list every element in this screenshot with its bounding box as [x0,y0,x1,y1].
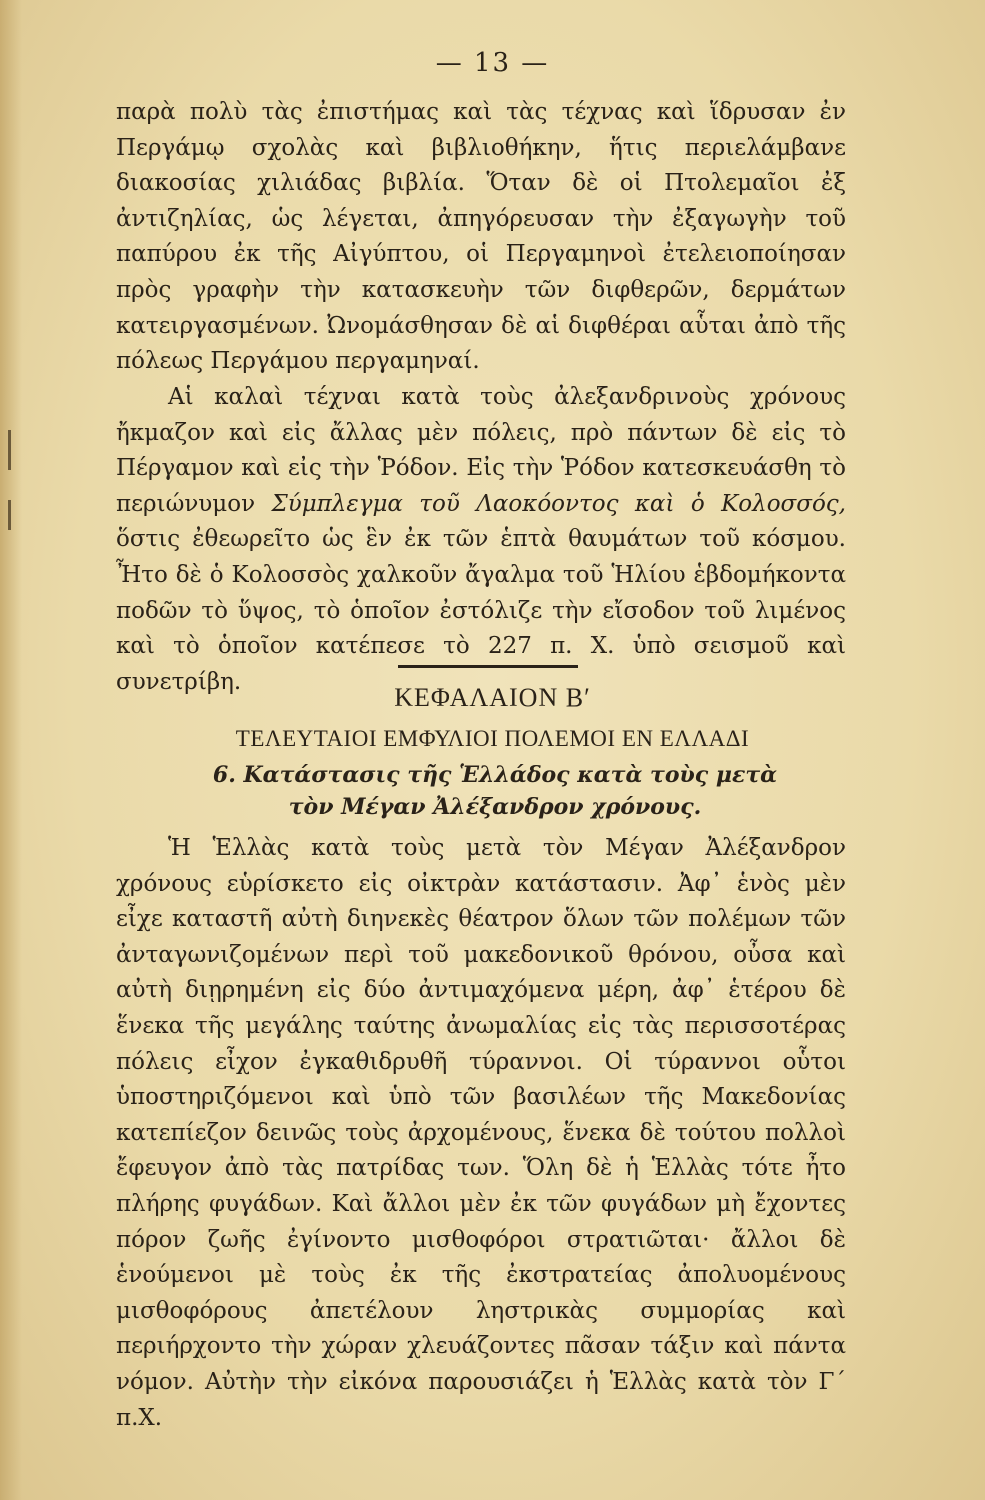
italic-phrase: Σύμπλεγμα τοῦ Λαοκόοντος καὶ ὁ Κολοσσός, [271,490,846,517]
page-number: — 13 — [435,48,550,78]
section-heading-line: τὸν Μέγαν Ἀλέξανδρον χρόνους. [288,794,702,820]
section-heading [150,759,840,823]
chapter-title: ΚΕΦΑΛΑΙΟΝ Β′ [394,683,591,712]
paragraph-text: παρὰ πολὺ τὰς ἐπιστήμας καὶ τὰς τέχνας καὶ ἵδρυσαν ἐν Περγάμῳ σχολὰς καὶ βιβλιοθήκην, ἥτις περιελάμβανε διακοσίας χιλιάδας βιβλία. Ὅταν δὲ οἱ Πτολεμαῖοι ἐξ ἀντιζηλίας, ὡς λέγεται, ἀπηγόρευσαν τὴν ἐξαγωγὴν τοῦ παπύρου ἐκ τῆς Αἰγύπτου, οἱ Περγαμηνοὶ ἐτελειοποίησαν πρὸς γραφὴν τὴν κατασκευὴν τῶν διφθερῶν, δερμάτων κατειργασμένων. Ὠνομάσθησαν δὲ αἱ διφθέραι αὗται ἀπὸ τῆς πόλεως Περγάμου περγαμηναί. [116,99,846,375]
section-heading-line: 6. Κατάστασις τῆς Ἑλλάδος κατὰ τοὺς μετὰ [212,762,778,788]
margin-mark [8,430,11,470]
section-divider [398,665,578,668]
margin-mark [8,500,11,530]
paragraph-pergamon [116,95,846,380]
paragraph-greece-state [116,831,846,1436]
chapter-subtitle: ΤΕΛΕΥΤΑΙΟΙ ΕΜΦΥΛΙΟΙ ΠΟΛΕΜΟΙ ΕΝ ΕΛΛΑΔΙ [235,726,750,751]
paragraph-text: ὅστις ἐθεωρεῖτο ὡς ἓν ἐκ τῶν ἑπτὰ θαυμάτων τοῦ κόσμου. Ἦτο δὲ ὁ Κολοσσὸς χαλκοῦν ἄγαλμα τοῦ Ἡλίου ἑβδομήκοντα ποδῶν τὸ ὕψος, τὸ ὁποῖον ἐστόλιζε τὴν εἴσοδον τοῦ λιμένος καὶ τὸ ὁποῖον κατέπεσε τὸ 227 π. Χ. ὑπὸ σεισμοῦ καὶ συνετρίβη. [116,526,846,695]
paragraph-arts [116,380,846,700]
paragraph-text: Αἱ καλαὶ τέχναι κατὰ τοὺς ἀλεξανδρινοὺς χρόνους ἤκμαζον καὶ εἰς ἄλλας μὲν πόλεις, πρὸ πάντων δὲ εἰς τὸ Πέργαμον καὶ εἰς τὴν Ῥόδον. Εἰς τὴν Ῥόδον κατεσκευάσθη τὸ περιώνυμον [116,384,846,517]
paragraph-text: Ἡ Ἑλλὰς κατὰ τοὺς μετὰ τὸν Μέγαν Ἀλέξανδρον χρόνους εὑρίσκετο εἰς οἰκτρὰν κατάστασιν. Ἀφ᾽ ἑνὸς μὲν εἶχε καταστῆ αὐτὴ διηνεκὲς θέατρον ὅλων τῶν πολέμων τῶν ἀνταγωνιζομένων περὶ τοῦ μακεδονικοῦ θρόνου, οὖσα καὶ αὐτὴ διῃρημένη εἰς δύο ἀντιμαχόμενα μέρη, ἀφ᾽ ἑτέρου δὲ ἕνεκα τῆς μεγάλης ταύτης ἀνωμαλίας εἰς τὰς περισσοτέρας πόλεις εἶχον ἐγκαθιδρυθῆ τύραννοι. Οἱ τύραννοι οὗτοι ὑποστηριζόμενοι καὶ ὑπὸ τῶν βασιλέων τῆς Μακεδονίας κατεπίεζον δεινῶς τοὺς ἀρχομένους, ἕνεκα δὲ τούτου πολλοὶ ἔφευγον ἀπὸ τὰς πατρίδας των. Ὅλη δὲ ἡ Ἑλλὰς τότε ἦτο πλήρης φυγάδων. Καὶ ἄλλοι μὲν ἐκ τῶν φυγάδων μὴ ἔχοντες πόρον ζωῆς ἐγίνοντο μισθοφόροι στρατιῶται· ἄλλοι δὲ ἑνούμενοι μὲ τοὺς ἐκ τῆς ἐκστρατείας ἀπολυομένους μισθοφόρους ἀπετέλουν ληστρικὰς συμμορίας καὶ περιήρχοντο τὴν χώραν χλευάζοντες πᾶσαν τάξιν καὶ πάντα νόμον. Αὐτὴν τὴν εἰκόνα παρουσιάζει ἡ Ἑλλὰς κατὰ τὸν Γ´ π.Χ. [116,835,846,1431]
